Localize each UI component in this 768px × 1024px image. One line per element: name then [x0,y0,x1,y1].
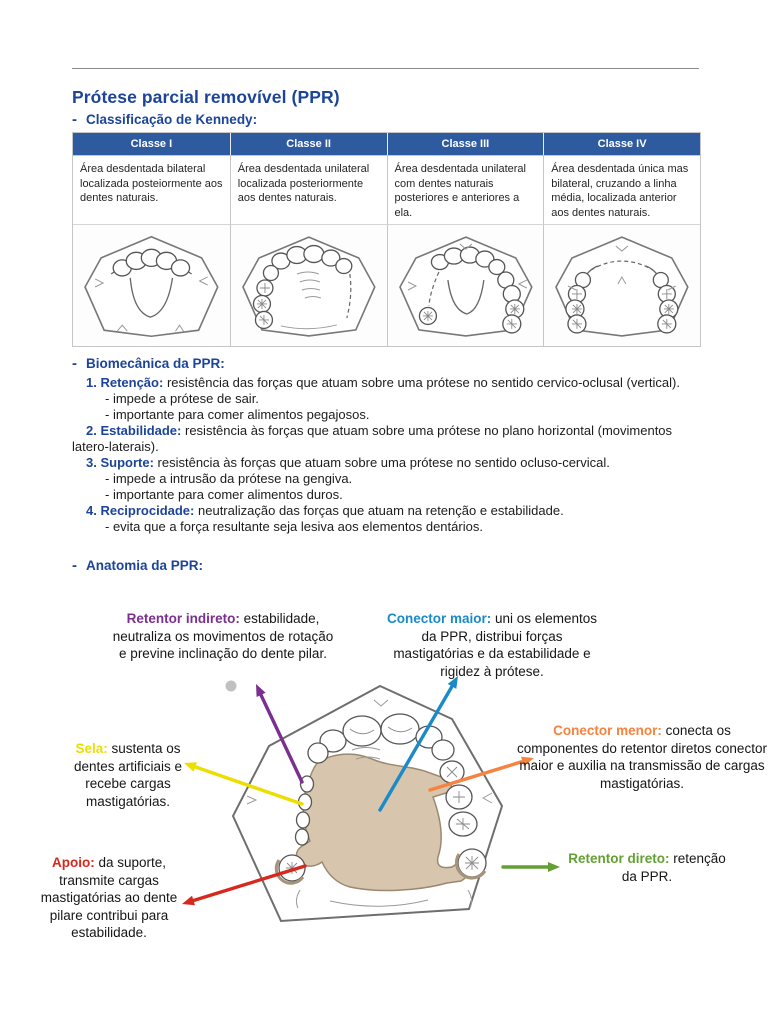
anatomy-section-heading [72,558,203,573]
bio-item-3 [72,455,702,471]
retentor-direto-arrow [503,862,560,872]
label-retentor-direto [560,850,734,885]
bio-item-1-sub-2: - importante para comer alimentos pegajosos. [105,407,370,422]
label-conector-menor-text: conecta os componentes do retentor diretos conector maior e auxilia na transmissão de cargas mastigatórias. [517,723,767,791]
label-apoio [34,854,184,942]
label-retentor-direto-term: Retentor direto: [568,851,670,866]
kennedy-desc-class-1: Área desdentada bilateral localizada posteiormente aos dentes naturais. [73,155,230,224]
kennedy-header-class-2: Classe II [230,133,387,155]
biomechanics-section [72,356,702,535]
kennedy-description-row [73,155,700,224]
kennedy-desc-class-4: Área desdentada única mas bilateral, cruzando a linha média, localizada anterior aos dentes naturais. [543,155,700,224]
label-sela-term: Sela: [75,741,108,756]
bullet-dash: - [72,111,77,128]
bio-item-3-sub-2: - importante para comer alimentos duros. [105,487,343,502]
bio-item-3-label: 3. Suporte: [86,455,154,470]
bio-item-4-sub-1: - evita que a força resultante seja lesiva aos elementos dentários. [105,519,483,534]
label-conector-menor-term: Conector menor: [553,723,662,738]
bio-item-4-label: 4. Reciprocidade: [86,503,195,518]
label-apoio-term: Apoio: [51,855,95,870]
kennedy-diagram-row [73,224,700,346]
label-conector-maior-term: Conector maior: [386,611,492,626]
kennedy-class-1-arch-diagram [75,227,228,345]
bio-item-1-sub-1: - impede a prótese de sair. [105,391,259,406]
kennedy-class-2-arch-diagram [233,227,385,345]
bio-item-2-label: 2. Estabilidade: [86,423,182,438]
label-conector-menor [516,722,768,792]
bullet-dash: - [72,557,77,574]
label-retentor-indireto [110,610,336,663]
bullet-dash: - [72,355,77,372]
bio-item-1-text: resistência das forças que atuam sobre uma prótese no sentido cervico-oclusal (vertical). [166,375,680,390]
bio-item-3-sub-1: - impede a intrusão da prótese na gengiva. [105,471,353,486]
bio-item-4 [72,503,702,519]
kennedy-diagram-cell-3 [387,224,544,346]
anatomy-heading-text: Anatomia da PPR: [86,558,204,573]
kennedy-diagram-cell-4 [543,224,700,346]
figure-marker-icon [226,681,237,692]
label-conector-maior-text: uni os elementos da PPR, distribui forças mastigatórias e da estabilidade e rigidez à prótese. [393,611,598,679]
bio-item-2-text: resistência às forças que atuam sobre uma prótese no plano horizontal (movimentos latero-laterais). [72,423,673,454]
top-rule [72,68,699,69]
kennedy-section-heading [72,112,257,127]
label-retentor-indireto-text: estabilidade, neutraliza os movimentos de rotação e previne inclinação do dente pilar. [112,611,334,661]
label-sela-text: sustenta os dentes artificiais e recebe cargas mastigatórias. [73,741,183,809]
kennedy-header-class-3: Classe III [387,133,544,155]
bio-item-3-text: resistência às forças que atuam sobre uma prótese no sentido ocluso-cervical. [157,455,610,470]
bio-item-1-label: 1. Retenção: [86,375,164,390]
kennedy-diagram-cell-1 [73,224,230,346]
kennedy-header-class-4: Classe IV [543,133,700,155]
label-apoio-text: da suporte, transmite cargas mastigatórias ao dente pilare contribui para estabilidade. [40,855,178,940]
label-retentor-indireto-term: Retentor indireto: [126,611,240,626]
biomechanics-heading-text: Biomecânica da PPR: [86,356,225,371]
label-sela [64,740,192,810]
label-conector-maior [386,610,598,680]
bio-item-4-text: neutralização das forças que atuam na retenção e estabilidade. [198,503,564,518]
kennedy-header-class-1: Classe I [73,133,230,155]
kennedy-table [72,132,701,347]
page-title: Prótese parcial removível (PPR) [72,86,340,107]
anatomy-figure [0,600,768,980]
kennedy-diagram-cell-2 [230,224,387,346]
bio-item-2 [72,423,702,455]
label-retentor-direto-text: retenção da PPR. [621,851,726,884]
kennedy-header-row [73,133,700,155]
kennedy-class-4-arch-diagram [546,227,698,345]
kennedy-heading-text: Classificação de Kennedy: [86,112,258,127]
bio-item-1 [72,375,702,391]
biomechanics-heading [72,356,702,372]
kennedy-class-3-arch-diagram [390,227,542,345]
kennedy-desc-class-2: Área desdentada unilateral localizada posteriormente aos dentes naturais. [230,155,387,224]
kennedy-desc-class-3: Área desdentada unilateral com dentes naturais posteriores e anteriores a ela. [387,155,544,224]
